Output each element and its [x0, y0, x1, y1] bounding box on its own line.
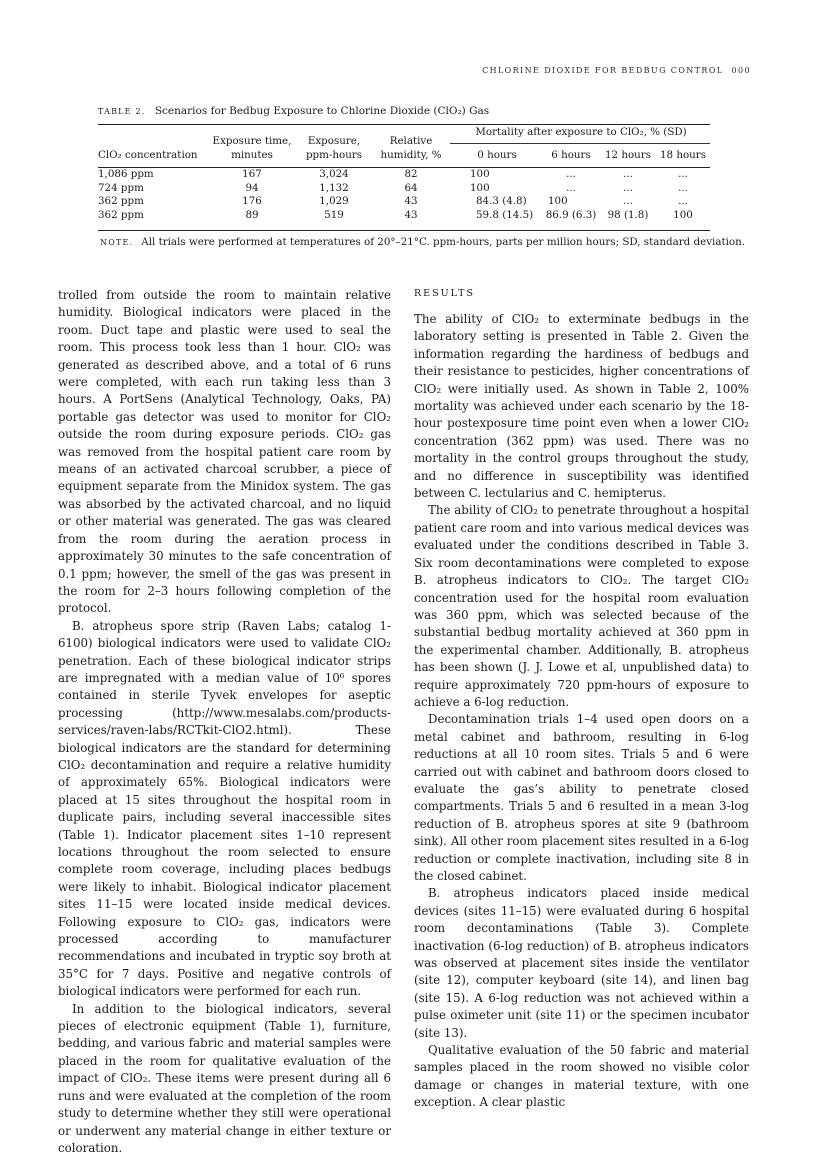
header-ppm-hours: ppm-hours — [305, 148, 363, 161]
left-column — [58, 287, 391, 1157]
header-0-hours: 0 hours — [477, 148, 517, 161]
table-top-rule — [98, 124, 710, 125]
running-head — [482, 66, 751, 75]
table-row: 362 ppm 89 519 43 59.8 (14.5) 86.9 (6.3) 98 (1.8) 100 — [98, 208, 693, 221]
table-bottom-rule — [98, 230, 710, 231]
header-exposure: Exposure, — [307, 135, 361, 147]
right-column — [414, 287, 749, 1112]
body-paragraph: B. atropheus indicators placed inside medical devices (sites 11–15) were evaluated during 6 hospital room decontaminations (Table 3). Complete inactivation (6-log reduction) of B. atropheus indicators was observed at placement sites inside the ventilator (site 12), computer keyboard (site 14), and linen bag (site 15). A 6-log reduction was not achieved within a pulse oximeter unit (site 11) or the specimen incubator (site 13). — [414, 886, 749, 1040]
running-head-title: CHLORINE DIOXIDE FOR BEDBUG CONTROL — [482, 66, 724, 75]
table-caption — [98, 105, 489, 117]
header-exposure-time: Exposure time, — [212, 135, 292, 147]
header-12-hours: 12 hours — [604, 148, 652, 161]
section-heading: RESULTS — [414, 288, 475, 299]
data-table — [98, 126, 710, 222]
body-paragraph: Decontamination trials 1–4 used open doors on a metal cabinet and bathroom, resulting in 6-log reductions at all 10 room sites. Trials 5 and 6 were carried out with cabinet and bathroom doors closed to evaluate the gas’s ability to penetrate closed compartments. Trials 5 and 6 resulted in a mean 3-log reduction of B. atropheus spores at site 9 (bathroom sink). All other room placement sites resulted in a 6-log reduction or complete inactivation, including site 8 in the closed cabinet. — [414, 712, 749, 883]
header-6-hours: 6 hours — [551, 148, 591, 161]
header-concentration: ClO₂ concentration — [98, 148, 198, 161]
body-paragraph: B. atropheus spore strip (Raven Labs; catalog 1-6100) biological indicators were used to validate ClO₂ penetration. Each of these biological indicator strips are impregnated with a median value of 10⁶ spores contained in sterile Tyvek envelopes for aseptic processing (http://www.mesalabs.com/products-services/raven-labs/RCTkit-ClO2.html). These biological indicators are the standard for determining ClO₂ decontamination and require a relative humidity of approximately 65%. Biological indicators were placed at 15 sites throughout the hospital room in duplicate pairs, including several inaccessible sites (Table 1). Indicator placement sites 1–10 represent locations throughout the room selected to ensure complete room coverage, including places bedbugs were likely to inhabit. Biological indicator placement sites 11–15 were located inside medical devices. Following exposure to ClO₂ gas, indicators were processed according to manufacturer recommendations and incubated in tryptic soy broth at 35°C for 7 days. Positive and negative controls of biological indicators were performed for each run. — [58, 618, 391, 999]
body-paragraph: Qualitative evaluation of the 50 fabric and material samples placed in the room showed no visible color damage or changes in material texture, with one exception. A clear plastic — [414, 1043, 749, 1110]
table-row: 1,086 ppm 167 3,024 82 100 ... ... ... — [98, 168, 688, 180]
table-note — [100, 236, 745, 248]
table-note-label: NOTE. — [100, 238, 134, 247]
page-number: 000 — [731, 66, 751, 75]
body-paragraph: trolled from outside the room to maintain relative humidity. Biological indicators were placed in the room. Duct tape and plastic were used to seal the room. This process took less than 1 hour. ClO₂ was generated as described above, and a total of 6 runs were completed, with each run taking less than 3 hours. A PortSens (Analytical Technology, Oaks, PA) portable gas detector was used to monitor for ClO₂ outside the room during exposure periods. ClO₂ gas was removed from the hospital patient care room by means of an activated charcoal scrubber, a piece of equipment separate from the Minidox system. The gas was absorbed by the activated charcoal, and no liquid or other material was generated. The gas was cleared from the room during the aeration process in approximately 30 minutes to the safe concentration of 0.1 ppm; however, the smell of the gas was present in the room for 2–3 hours following completion of the protocol. — [58, 288, 391, 616]
table-row: 362 ppm 176 1,029 43 84.3 (4.8) 100 ... ... — [98, 195, 688, 207]
header-minutes: minutes — [231, 148, 273, 161]
header-18-hours: 18 hours — [659, 148, 707, 161]
table-label: TABLE 2. — [98, 107, 146, 116]
body-paragraph: The ability of ClO₂ to penetrate throughout a hospital patient care room and into various medical devices was evaluated under the conditions described in Table 3. Six room decontaminations were completed to expose B. atropheus indicators to ClO₂. The target ClO₂ concentration used for the hospital room evaluation was 360 ppm, which was selected because of the substantial bedbug mortality achieved at 360 ppm in the experimental chamber. Additionally, B. atropheus has been shown (J. J. Lowe et al, unpublished data) to require approximately 720 ppm-hours of exposure to achieve a 6-log reduction. — [414, 503, 749, 709]
body-paragraph: In addition to the biological indicators, several pieces of electronic equipment (Table 1), furniture, bedding, and various fabric and material samples were placed in the room for qualitative evaluation of the impact of ClO₂. These items were present during all 6 runs and were evaluated at the completion of the room study to determine whether they still were operational or underwent any material change in either texture or coloration. — [58, 1001, 391, 1155]
table-row: 724 ppm 94 1,132 64 100 ... ... ... — [98, 181, 688, 194]
header-humidity: Relative — [389, 135, 433, 147]
body-paragraph: The ability of ClO₂ to exterminate bedbugs in the laboratory setting is presented in Table 2. Given the information regarding the hardiness of bedbugs and their resistance to pesticides, higher concentrations of ClO₂ were initially used. As shown in Table 2, 100% mortality was achieved under each scenario by the 18-hour postexposure time point even when a lower ClO₂ concentration (362 ppm) was used. There was no mortality in the control groups throughout the study, and no difference in susceptibility was identified between C. lectularius and C. hemipterus. — [414, 312, 749, 501]
table-note-text: All trials were performed at temperatures of 20°–21°C. ppm-hours, parts per million hours; SD, standard deviation. — [141, 236, 745, 248]
header-humidity-pct: humidity, % — [380, 148, 442, 161]
header-mortality: Mortality after exposure to ClO₂, % (SD) — [475, 126, 687, 138]
table-title: Scenarios for Bedbug Exposure to Chlorine Dioxide (ClO₂) Gas — [154, 105, 490, 117]
